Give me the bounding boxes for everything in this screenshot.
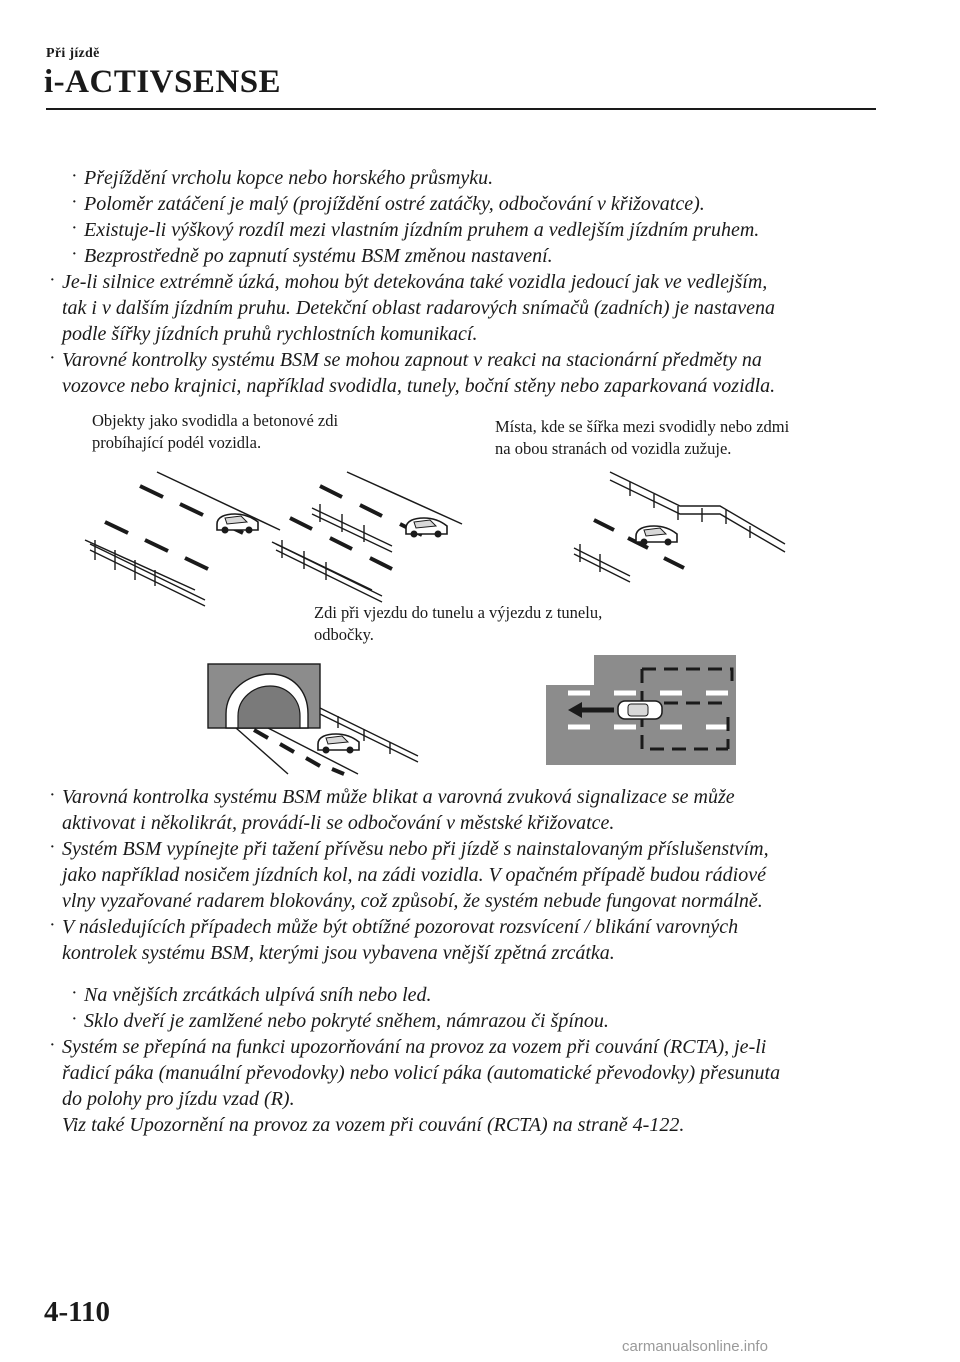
illustration-barrier-highway bbox=[272, 472, 462, 590]
bullet-stationary-objects: · Varovné kontrolky systému BSM se mohou zapnout v reakci na stacionární předměty na vozovce nebo krajnici, například svodidla, tunely, boční stěny nebo zaparkovaná vozidla. bbox=[50, 349, 776, 397]
list-item: · Existuje-li výškový rozdíl mezi vlastním jízdním pruhem a vedlejším jízdním pruhem. bbox=[72, 219, 760, 241]
caption-tunnel: Zdi při vjezdu do tunelu a výjezdu z tunelu, odbočky. bbox=[314, 603, 603, 644]
footer-watermark: carmanualsonline.info bbox=[622, 1338, 768, 1355]
illustration-branch-topview bbox=[546, 655, 736, 765]
illustration-narrowing-road bbox=[570, 472, 785, 590]
header-divider bbox=[46, 108, 876, 110]
bullet-trailer: · Systém BSM vypínejte při tažení přívěsu nebo při jízdě s nainstalovaným příslušenstvím, jako například nosičem jízdních kol, na zádi vozidla. V opačném případě budou rádiové vlny vyzařované radarem blokovány, což způsobí, že systém nebude fungovat normálně. bbox=[50, 838, 769, 912]
list-item: · Sklo dveří je zamlžené nebo pokryté sněhem, námrazou či špínou. bbox=[72, 1010, 609, 1032]
bullet-mirror-visibility: · V následujících případech může být obtížné pozorovat rozsvícení / blikání varovných kontrolek systému BSM, kterými jsou vybavena vnější zpětná zrcátka. bbox=[50, 916, 739, 964]
bullet-rcta: · Systém se přepíná na funkci upozorňování na provoz za vozem při couvání (RCTA), je-li řadicí páka (manuální převodovky) nebo volicí páka (automatické převodovky) přesunuta do polohy pro jízdu vzad (R). Viz také Upozornění na provoz za vozem při couvání (RCTA) na straně 4-122. bbox=[50, 1036, 781, 1136]
bullet-narrow-road: · Je-li silnice extrémně úzká, mohou být detekována také vozidla jedoucí jak ve vedlejším, tak i v dalším jízdním pruhu. Detekční oblast radarových snímačů (zadních) je nastavena podle šířky jízdních pruhů rychlostních komunikací. bbox=[50, 271, 776, 345]
caption-narrowing: Místa, kde se šířka mezi svodidly nebo zdmi na obou stranách od vozidla zužuje. bbox=[495, 417, 790, 458]
list-item: · Na vnějších zrcátkách ulpívá sníh nebo led. bbox=[72, 984, 432, 1006]
section-label: Při jízdě bbox=[46, 46, 100, 61]
caption-guardrails: Objekty jako svodidla a betonové zdi probíhající podél vozidla. bbox=[92, 411, 339, 452]
page-number: 4-110 bbox=[44, 1296, 111, 1328]
list-item: · Poloměr zatáčení je malý (projíždění ostré zatáčky, odbočování v křižovatce). bbox=[72, 193, 705, 215]
page-title: i-ACTIVSENSE bbox=[44, 64, 282, 100]
rcta-reference-link[interactable]: Viz také Upozornění na provoz za vozem při couvání (RCTA) na straně 4-122. bbox=[62, 1114, 685, 1136]
illustration-guardrail-highway bbox=[85, 472, 280, 590]
bullet-intersection: · Varovná kontrolka systému BSM může blikat a varovná zvuková signalizace se může aktivovat i několikrát, provádí-li se odbočování v městské křižovatce. bbox=[50, 786, 735, 834]
list-item: · Bezprostředně po zapnutí systému BSM změnou nastavení. bbox=[72, 245, 553, 267]
list-item: · Přejíždění vrcholu kopce nebo horského průsmyku. bbox=[72, 167, 494, 189]
illustration-tunnel bbox=[208, 664, 418, 774]
